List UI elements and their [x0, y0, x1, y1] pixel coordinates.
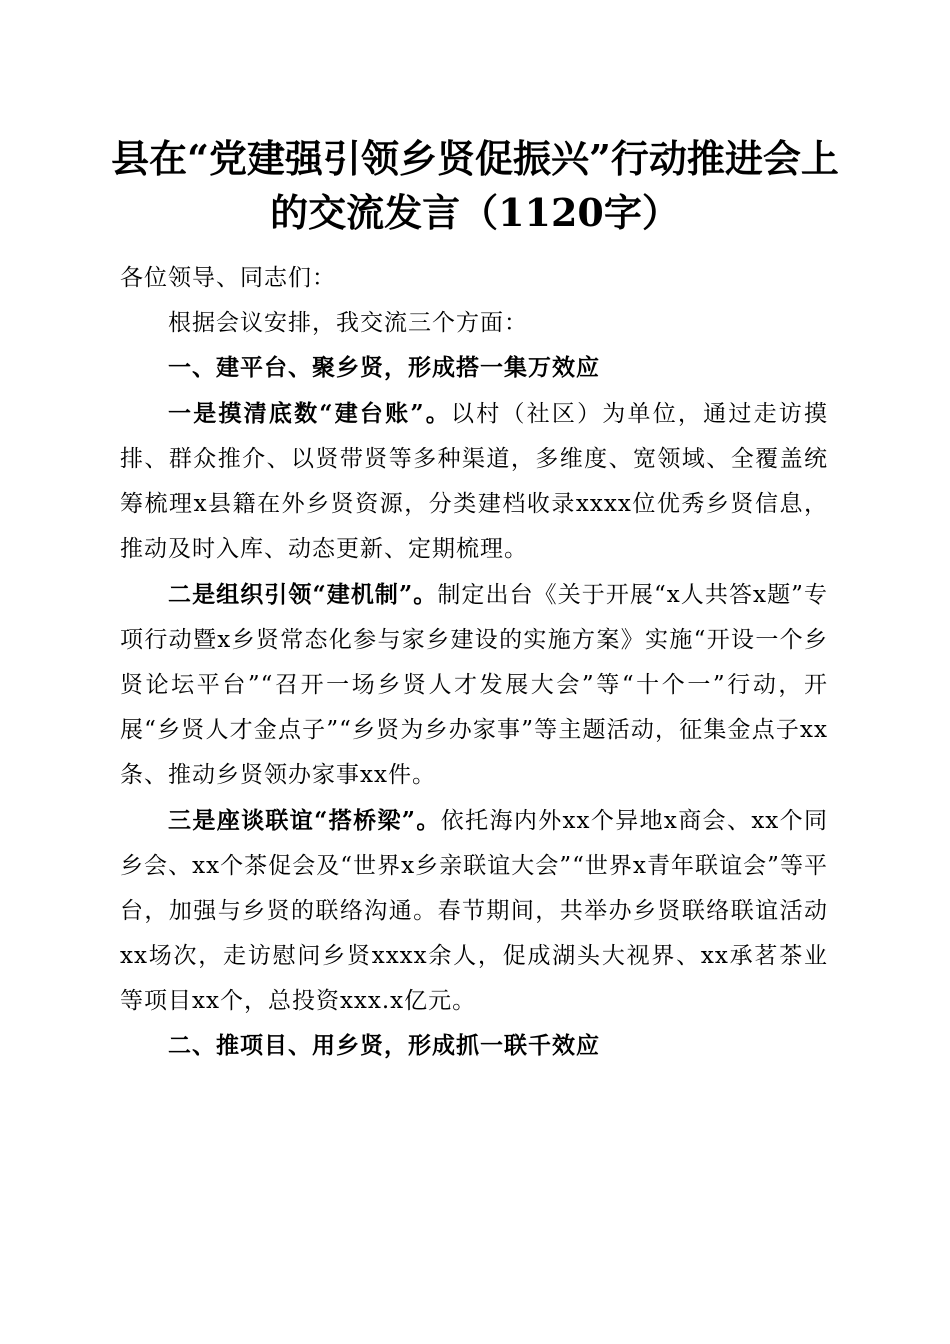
paragraph-text: 制定出台《关于开展“x人共答x题”专项行动暨x乡贤常态化参与家乡建设的实施方案》实施“开设一个乡贤论坛平台”“召开一场乡贤人才发展大会”等“十个一”行动，开展“乡贤人才金点子”“乡贤为乡办家事”等主题活动，征集金点子xx条、推动乡贤领办家事xx件。: [120, 582, 828, 788]
section-1-paragraph-1: [120, 391, 828, 572]
salutation: 各位领导、同志们：: [120, 265, 336, 291]
section-1-paragraph-3: [120, 798, 828, 1024]
section-1-heading: 一、建平台、聚乡贤，形成搭一集万效应: [168, 355, 600, 381]
paragraph-text: 依托海内外xx个异地x商会、xx个同乡会、xx个茶促会及“世界x乡亲联谊大会”“世界x青年联谊会”等平台，加强与乡贤的联络沟通。春节期间，共举办乡贤联络联谊活动xx场次，走访慰问乡贤xxxx余人，促成湖头大视界、xx承茗茶业等项目xx个，总投资xxx.x亿元。: [120, 808, 828, 1014]
paragraph-lead: 三是座谈联谊“搭桥梁”。: [168, 807, 441, 834]
section-1-paragraph-2: [120, 572, 828, 798]
intro-paragraph: 根据会议安排，我交流三个方面：: [168, 310, 528, 336]
document-body: [120, 256, 828, 1069]
paragraph-lead: 二是组织引领“建机制”。: [168, 581, 438, 608]
paragraph-text: 以村（社区）为单位，通过走访摸排、群众推介、以贤带贤等多种渠道，多维度、宽领域、全覆盖统筹梳理x县籍在外乡贤资源，分类建档收录xxxx位优秀乡贤信息，推动及时入库、动态更新、定期梳理。: [120, 401, 828, 562]
paragraph-lead: 一是摸清底数“建台账”。: [168, 400, 452, 427]
section-2-heading: 二、推项目、用乡贤，形成抓一联千效应: [168, 1033, 600, 1059]
document-title: 县在“党建强引领乡贤促振兴”行动推进会上的交流发言（1120字）: [111, 136, 839, 235]
